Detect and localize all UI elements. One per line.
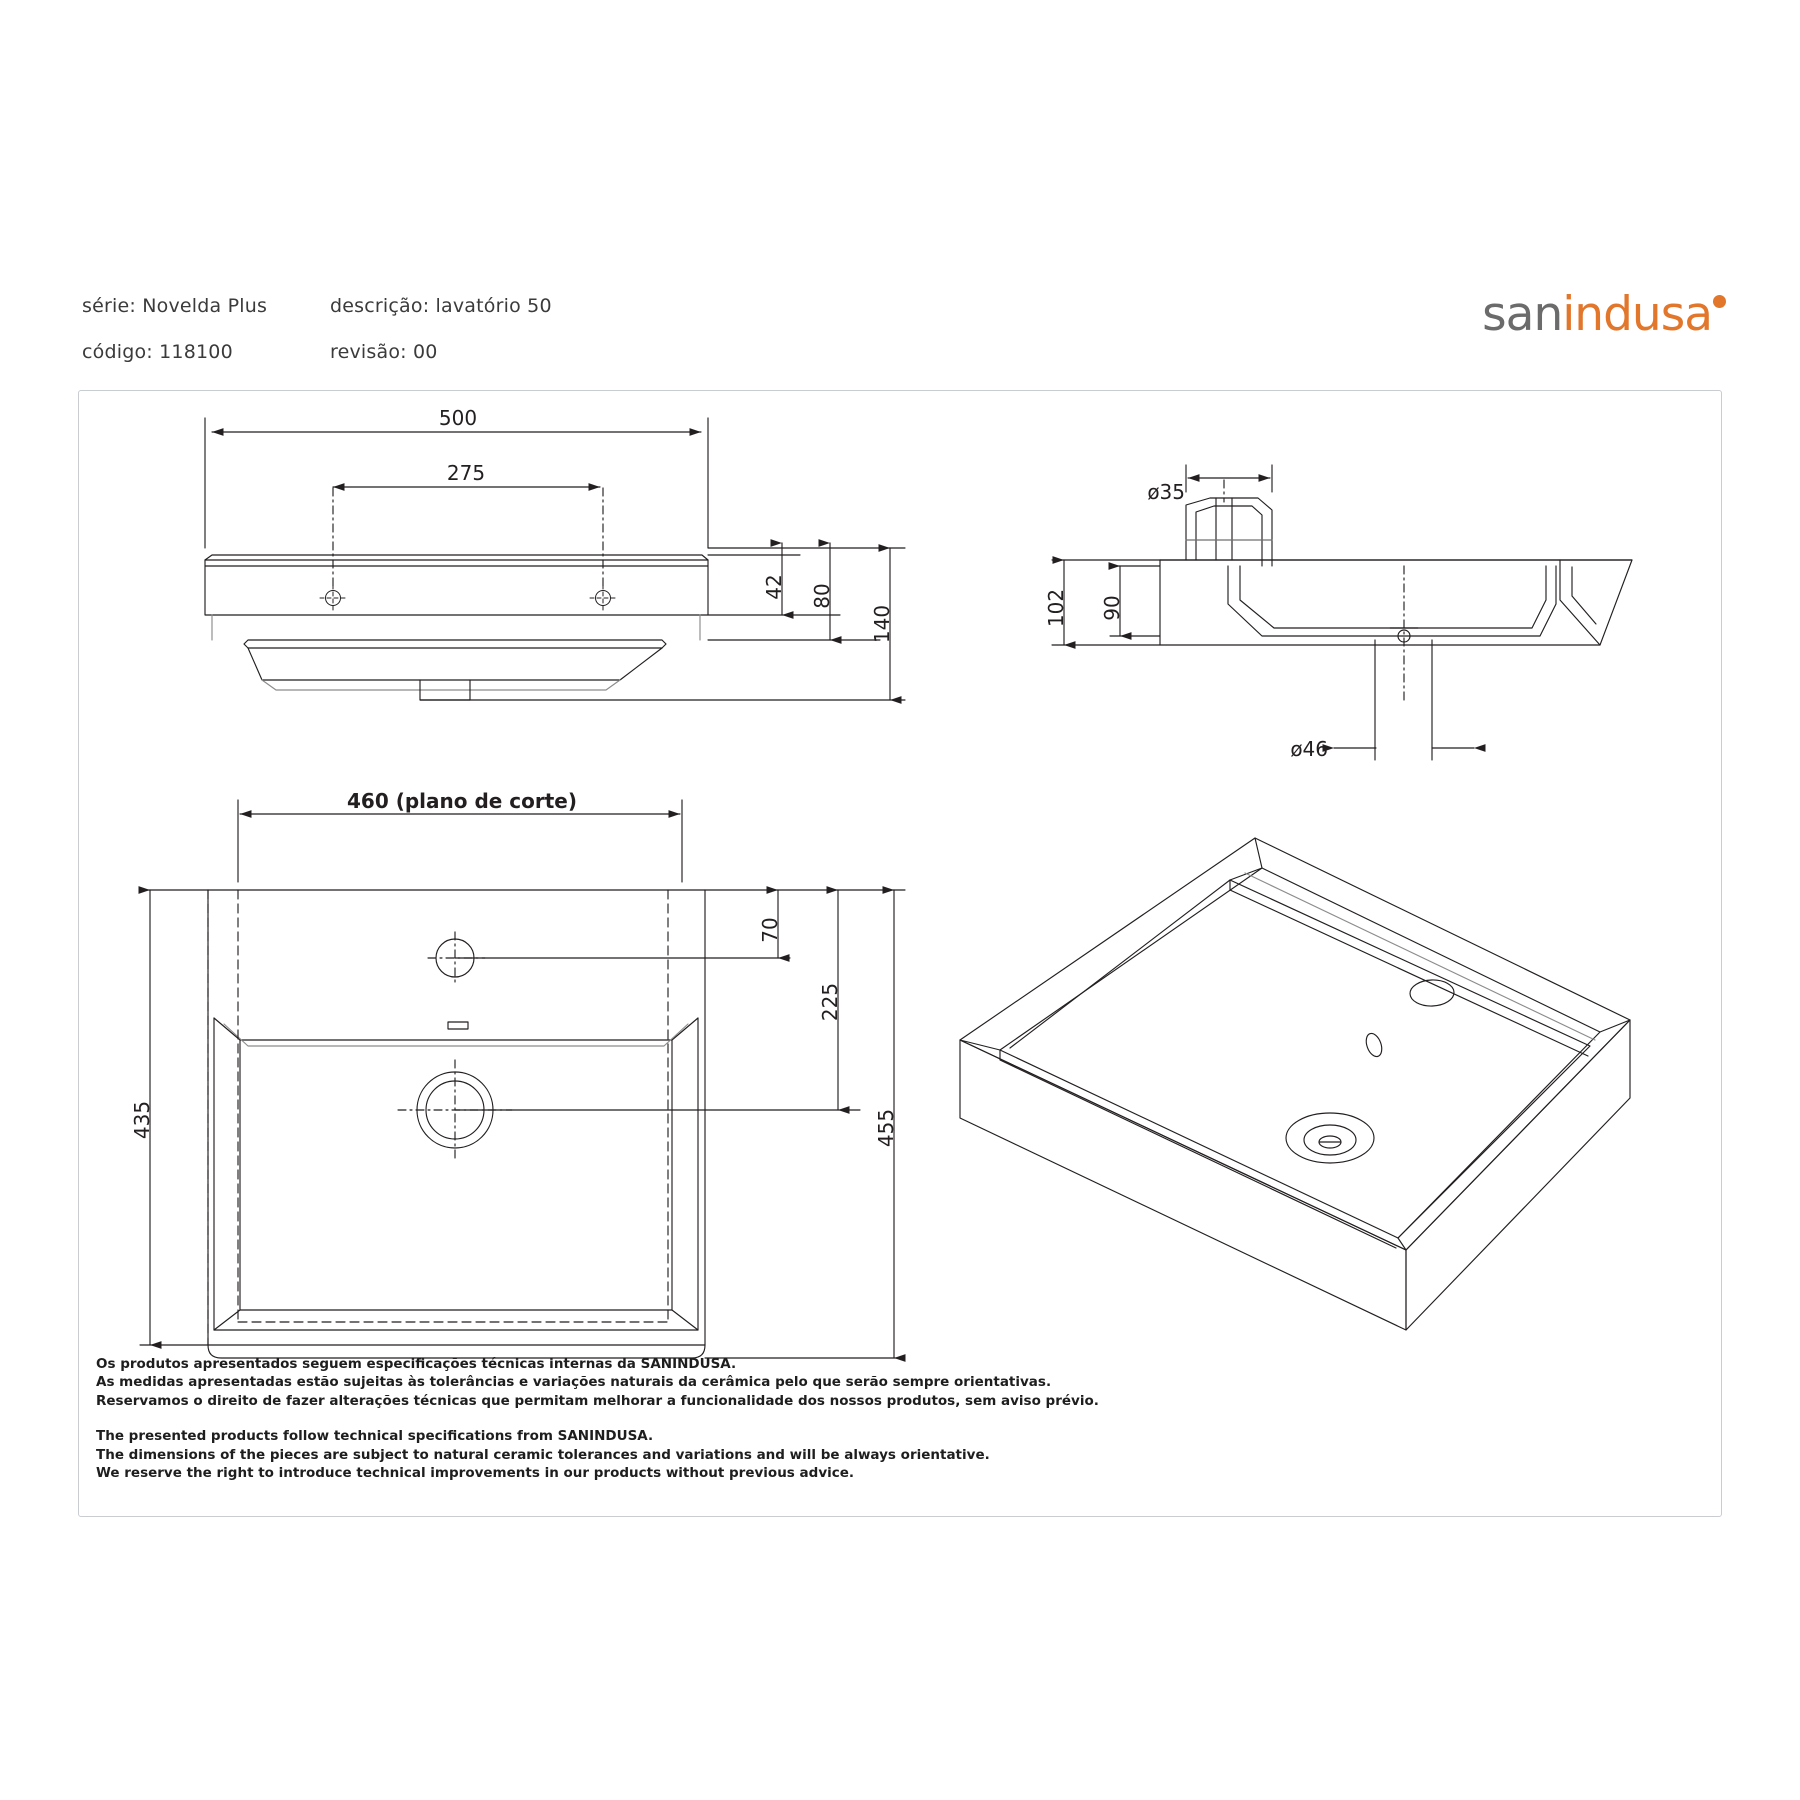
logo-text-indusa: indusa <box>1562 287 1712 342</box>
logo-text-san: san <box>1482 287 1563 342</box>
dim-455: 455 <box>874 1108 898 1148</box>
dim-140: 140 <box>870 604 894 644</box>
notes-block <box>96 1355 1196 1483</box>
revision-label: revisão: 00 <box>330 341 438 363</box>
dim-42: 42 <box>762 574 786 600</box>
note-en-1: The presented products follow technical specifications from SANINDUSA. <box>96 1428 654 1445</box>
note-en-2: The dimensions of the pieces are subject to natural ceramic tolerances and variations and will be always orientative. <box>96 1446 990 1463</box>
code-label: código: 118100 <box>82 341 233 363</box>
dim-90: 90 <box>1100 595 1124 621</box>
note-en-3: We reserve the right to introduce technical improvements in our products without previous advice. <box>96 1465 855 1482</box>
dim-460: 460 (plano de corte) <box>346 789 578 813</box>
dim-102: 102 <box>1044 588 1068 628</box>
description-label: descrição: lavatório 50 <box>330 295 552 317</box>
logo-dot-icon <box>1713 295 1726 308</box>
title-block <box>82 287 1722 375</box>
drawing-frame <box>78 390 1722 1517</box>
note-pt-1: Os produtos apresentados seguem especificações técnicas internas da SANINDUSA. <box>96 1356 737 1372</box>
dim-d35: ø35 <box>1147 480 1185 504</box>
dim-500: 500 <box>438 406 478 430</box>
dim-d46: ø46 <box>1290 737 1328 761</box>
sanindusa-logo <box>1482 287 1712 342</box>
dim-70: 70 <box>758 917 782 943</box>
dim-275: 275 <box>446 461 486 485</box>
note-pt-3: Reservamos o direito de fazer alterações técnicas que permitam melhorar a funcionalidade dos nossos produtos, sem aviso prévio. <box>96 1392 1099 1409</box>
series-label: série: Novelda Plus <box>82 295 268 317</box>
dim-435: 435 <box>130 1100 154 1140</box>
note-pt-2: As medidas apresentadas estão sujeitas às tolerâncias e variações naturais da cerâmica pelo que serão sempre orientativas. <box>96 1374 1052 1391</box>
dim-225: 225 <box>818 982 842 1022</box>
dim-80: 80 <box>810 583 834 609</box>
